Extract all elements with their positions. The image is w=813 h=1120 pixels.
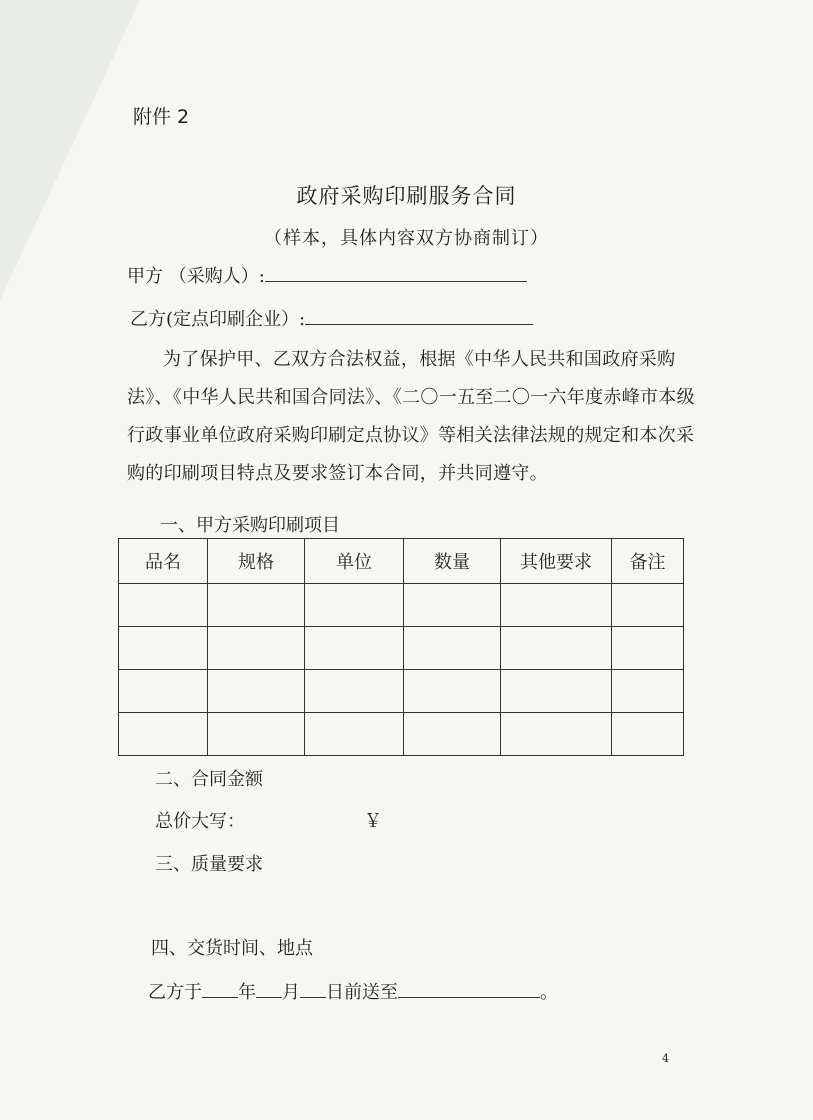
table-header-row [119, 539, 684, 584]
table-cell[interactable] [404, 713, 501, 756]
year-blank[interactable] [202, 997, 238, 998]
table-cell[interactable] [305, 627, 404, 670]
party-a-line [127, 262, 527, 288]
day-blank[interactable] [300, 997, 326, 998]
col-header-remarks: 备注 [612, 539, 684, 584]
section-2-heading: 二、合同金额 [155, 769, 263, 790]
table-cell[interactable] [119, 670, 208, 713]
party-b-label: 乙方(定点印刷企业）: [130, 309, 306, 330]
table-cell[interactable] [501, 584, 612, 627]
table-cell[interactable] [208, 713, 305, 756]
col-header-quantity: 数量 [404, 539, 501, 584]
delivery-line [148, 978, 558, 1004]
intro-paragraph: 为了保护甲、乙双方合法权益，根据《中华人民共和国政府采购法》、《中华人民共和国合同法》、《二〇一五至二〇一六年度赤峰市本级行政事业单位政府采购印刷定点协议》等相关法律法规的规定和本次采购的印刷项目特点及要求签订本合同，并共同遵守。 [127, 349, 695, 484]
delivery-end: 。 [540, 982, 558, 1003]
total-line [155, 807, 245, 833]
party-b-blank[interactable] [305, 324, 533, 325]
table-cell[interactable] [404, 627, 501, 670]
table-cell[interactable] [305, 584, 404, 627]
section-3-heading: 三、质量要求 [155, 854, 263, 875]
table-cell[interactable] [305, 670, 404, 713]
delivery-day: 日前送至 [326, 982, 398, 1003]
table-cell[interactable] [612, 670, 684, 713]
delivery-month: 月 [282, 982, 300, 1003]
attachment-label: 附件 2 [133, 106, 190, 128]
currency-symbol: ￥ [364, 811, 382, 832]
table-row [119, 670, 684, 713]
month-blank[interactable] [256, 997, 282, 998]
table-row [119, 627, 684, 670]
table-row [119, 584, 684, 627]
delivery-prefix: 乙方于 [148, 982, 202, 1003]
table-cell[interactable] [208, 584, 305, 627]
table-cell[interactable] [208, 670, 305, 713]
table-cell[interactable] [612, 584, 684, 627]
table-cell[interactable] [119, 713, 208, 756]
table-cell[interactable] [501, 670, 612, 713]
col-header-spec: 规格 [208, 539, 305, 584]
contract-title: 政府采购印刷服务合同 [296, 184, 517, 208]
table-cell[interactable] [501, 713, 612, 756]
table-cell[interactable] [612, 627, 684, 670]
col-header-unit: 单位 [305, 539, 404, 584]
page-number: 4 [662, 1052, 669, 1065]
location-blank[interactable] [398, 997, 540, 998]
contract-subtitle: （样本，具体内容双方协商制订） [264, 228, 549, 249]
table-cell[interactable] [305, 713, 404, 756]
table-cell[interactable] [612, 713, 684, 756]
table-cell[interactable] [404, 670, 501, 713]
items-table [118, 538, 684, 756]
page-fold-shadow [0, 0, 140, 300]
table-cell[interactable] [404, 584, 501, 627]
table-row [119, 713, 684, 756]
total-label: 总价大写： [155, 811, 245, 832]
col-header-name: 品名 [119, 539, 208, 584]
table-cell[interactable] [119, 627, 208, 670]
table-cell[interactable] [501, 627, 612, 670]
table-cell[interactable] [119, 584, 208, 627]
party-b-line [130, 305, 533, 331]
section-1-heading: 一、甲方采购印刷项目 [160, 515, 340, 536]
party-a-label: 甲方 （采购人）: [127, 266, 265, 287]
party-a-blank[interactable] [265, 281, 527, 282]
table-cell[interactable] [208, 627, 305, 670]
delivery-year: 年 [238, 982, 256, 1003]
section-4-heading: 四、交货时间、地点 [151, 938, 313, 959]
col-header-other: 其他要求 [501, 539, 612, 584]
